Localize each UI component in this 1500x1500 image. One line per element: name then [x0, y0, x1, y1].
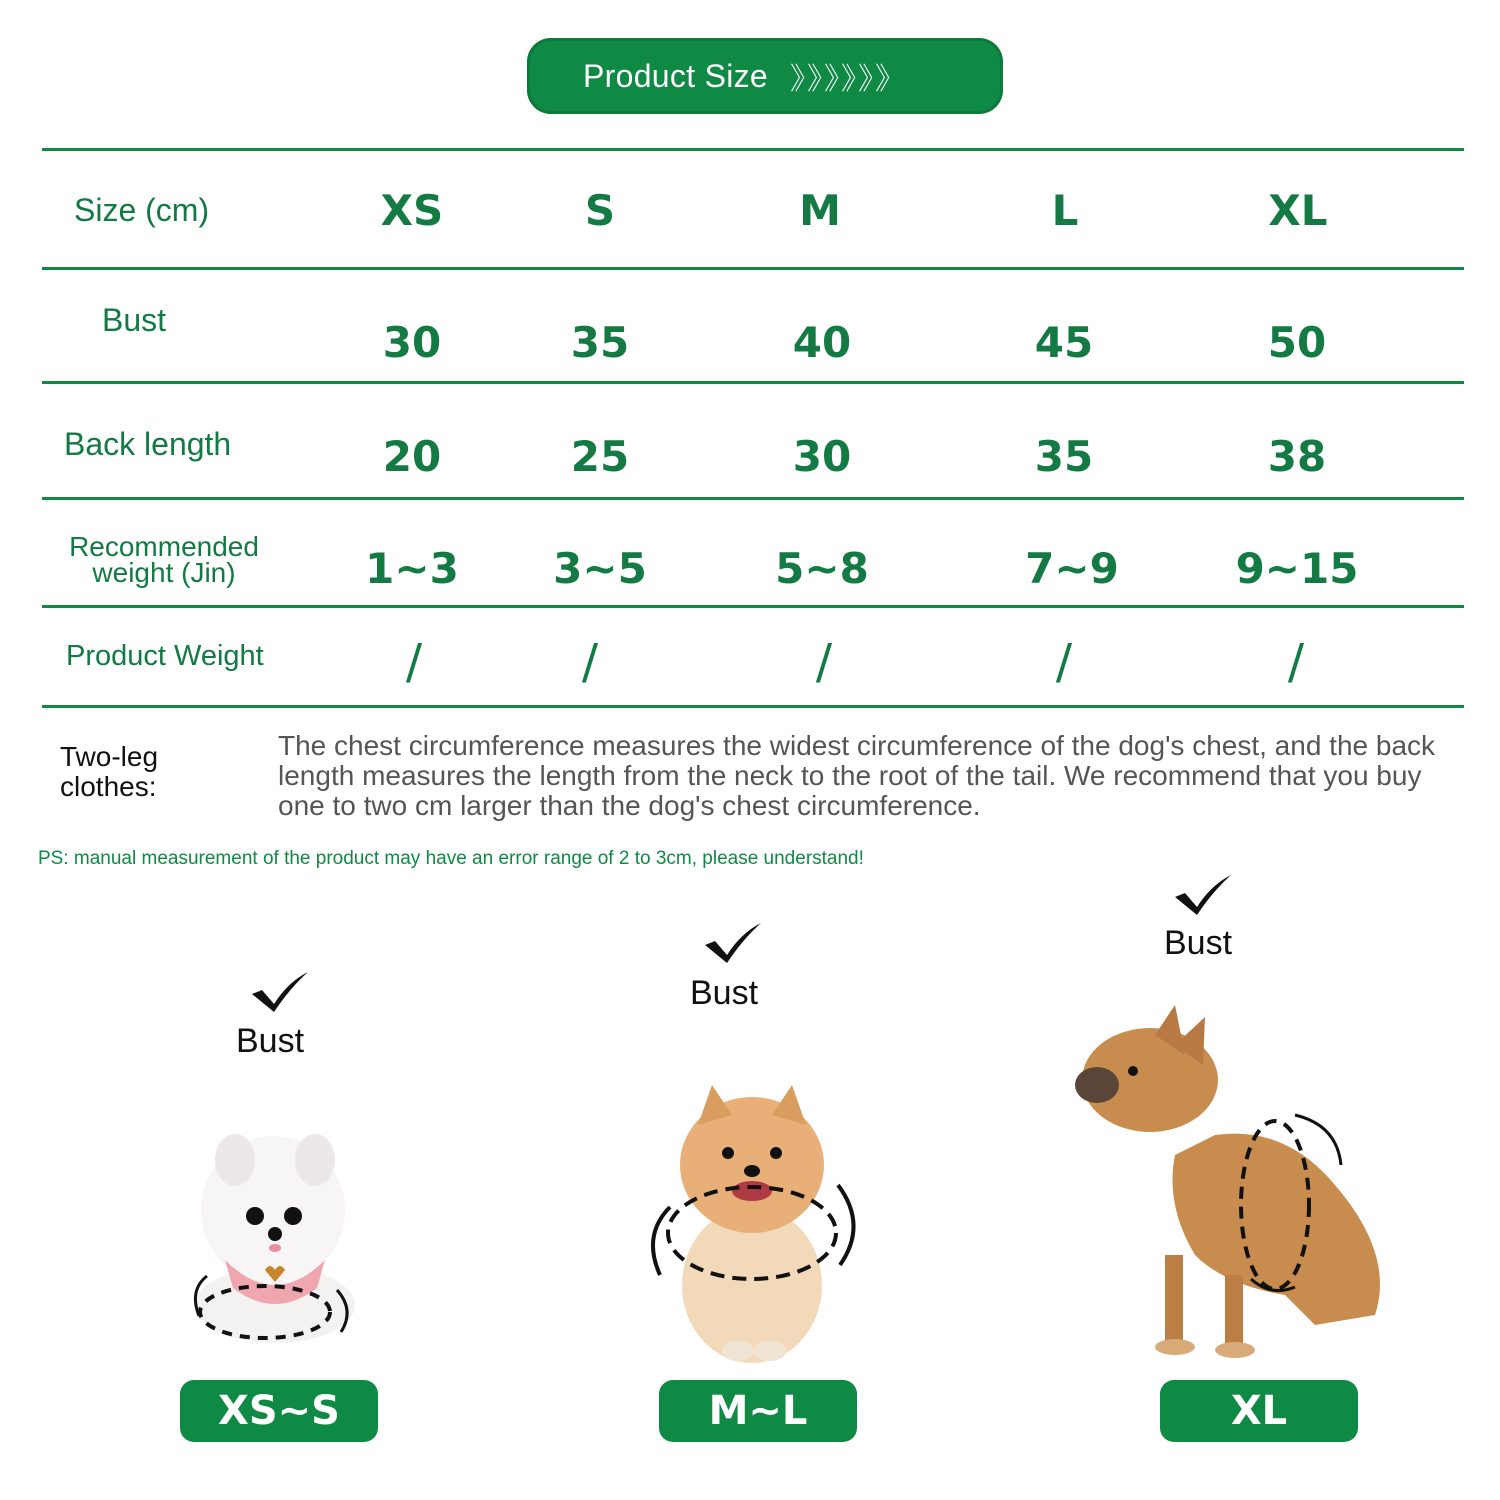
recommended-weight-value: 7~9 [1025, 544, 1119, 593]
recommended-weight-value: 1~3 [365, 544, 459, 593]
recommended-weight-value: 5~8 [775, 544, 869, 593]
table-divider [42, 605, 1464, 608]
product-weight-value: / [815, 634, 833, 690]
french-bulldog-image [1075, 1005, 1405, 1365]
note-label: Two-leg clothes: [60, 741, 159, 802]
banner-title: Product Size [583, 57, 769, 94]
white-pomeranian-puppy-image [185, 1120, 365, 1350]
note-text: The chest circumference measures the widest circumference of the dog's chest, and the back length measures the length from the neck to the root of the tail. We recommend that you buy one to two cm larger than the dog's chest circumference. [278, 730, 1436, 821]
size-header-xs: XS [380, 186, 444, 235]
bust-label: Bust [236, 1022, 305, 1060]
recommended-weight-value: 3~5 [553, 544, 647, 593]
table-divider [42, 497, 1464, 500]
product-weight-label: Product Weight [66, 640, 264, 672]
back-length-value: 25 [570, 432, 630, 481]
size-header-s: S [584, 186, 616, 235]
size-header-label: Size (cm) [74, 192, 210, 228]
bust-row-label: Bust [102, 302, 167, 338]
recommended-weight-label-line1: Recommended [69, 531, 259, 562]
size-range-xl: XL [1160, 1380, 1358, 1442]
ps-note: PS: manual measurement of the product may have an error range of 2 to 3cm, please understand! [38, 848, 864, 869]
back-length-value: 20 [382, 432, 442, 481]
size-range-xs-s: XS~S [180, 1380, 378, 1442]
bust-value: 40 [792, 318, 852, 367]
chevrons-icon: 》》》》》》 [790, 63, 908, 96]
size-range-m-l: M~L [659, 1380, 857, 1442]
back-length-value: 35 [1034, 432, 1094, 481]
bust-value: 35 [570, 318, 630, 367]
checkmark-icon [1173, 873, 1233, 917]
size-header-xl: XL [1268, 186, 1328, 235]
product-weight-value: / [1287, 634, 1305, 690]
recommended-weight-label-line2: weight (Jin) [92, 557, 236, 588]
orange-pomeranian-image [640, 1075, 870, 1375]
bust-value: 45 [1034, 318, 1094, 367]
product-size-banner [527, 38, 1003, 114]
bust-label: Bust [690, 974, 759, 1012]
product-weight-value: / [405, 634, 423, 690]
recommended-weight-value: 9~15 [1235, 544, 1359, 593]
back-length-value: 30 [792, 432, 852, 481]
bust-value: 50 [1267, 318, 1327, 367]
back-length-value: 38 [1267, 432, 1327, 481]
back-length-row-label: Back length [64, 426, 232, 462]
product-weight-value: / [581, 634, 599, 690]
table-divider [42, 267, 1464, 270]
product-weight-value: / [1055, 634, 1073, 690]
recommended-weight-label [62, 531, 266, 588]
size-header-m: M [799, 186, 841, 235]
bust-value: 30 [382, 318, 442, 367]
checkmark-icon [250, 970, 310, 1014]
size-header-l: L [1051, 186, 1079, 235]
table-divider [42, 705, 1464, 708]
table-divider [42, 148, 1464, 151]
bust-label: Bust [1164, 924, 1233, 962]
table-divider [42, 381, 1464, 384]
checkmark-icon [703, 921, 763, 965]
